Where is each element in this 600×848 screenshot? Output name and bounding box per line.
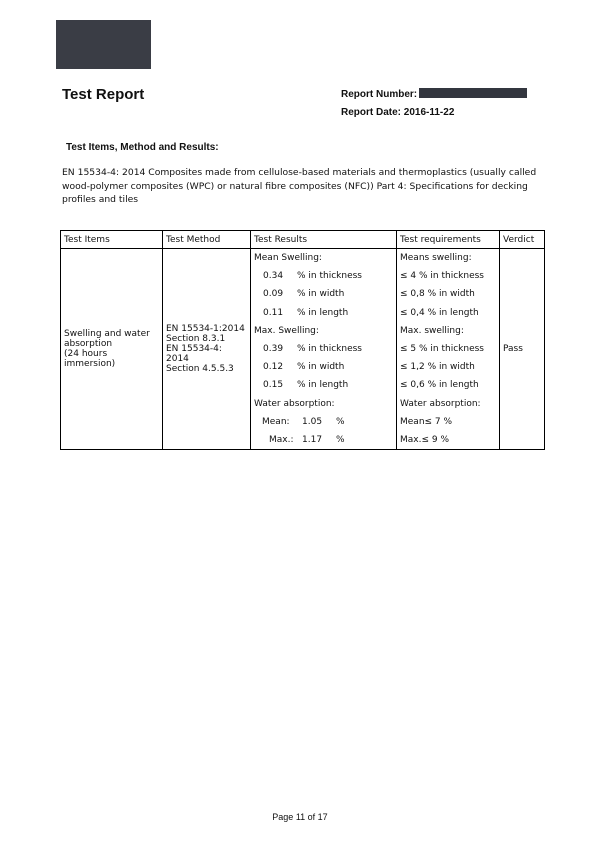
result-line: Max.: 1.17 % xyxy=(269,434,345,445)
test-method-cell xyxy=(163,249,251,450)
col-header-test-requirements: Test requirements xyxy=(397,231,500,249)
result-line: 0.34 % in thickness xyxy=(263,271,362,282)
mean-swelling-label: Mean Swelling: xyxy=(254,253,322,263)
requirement-line: ≤ 5 % in thickness xyxy=(400,343,484,354)
max-swelling-label: Max. Swelling: xyxy=(254,325,319,336)
col-header-test-method: Test Method xyxy=(163,231,251,249)
result-line: 0.12 % in width xyxy=(263,362,345,373)
test-item-line: (24 hours immersion) xyxy=(64,349,116,370)
requirement-line: Max.≤ 9 % xyxy=(400,434,450,445)
results-table xyxy=(60,230,545,450)
requirement-line: ≤ 1,2 % in width xyxy=(400,362,475,373)
page-number: Page 11 of 17 xyxy=(272,812,328,822)
table-row xyxy=(61,249,545,450)
requirement-line: ≤ 0,6 % in length xyxy=(400,380,479,391)
col-header-test-items: Test Items xyxy=(61,231,163,249)
redacted-report-number xyxy=(419,88,527,98)
result-line: 0.39 % in thickness xyxy=(263,343,362,354)
test-method-line: EN 15534-4: 2014 xyxy=(166,344,222,365)
test-item-line: Swelling and water xyxy=(64,329,150,340)
test-item-cell xyxy=(61,249,163,450)
table-header-row xyxy=(61,231,545,249)
result-line: 0.15 % in length xyxy=(263,380,349,391)
requirement-line: Max. swelling: xyxy=(400,325,464,336)
test-item-line: absorption xyxy=(64,339,113,350)
requirement-line: ≤ 0,8 % in width xyxy=(400,289,475,300)
company-logo xyxy=(56,20,151,69)
report-date: Report Date: 2016-11-22 xyxy=(341,107,455,118)
page-title: Test Report xyxy=(62,86,145,103)
result-line: 0.11 % in length xyxy=(263,307,349,318)
result-line: Mean: 1.05 % xyxy=(262,416,345,427)
requirement-line: Mean≤ 7 % xyxy=(400,416,453,427)
requirement-line: Water absorption: xyxy=(400,398,481,409)
test-results-cell xyxy=(251,249,397,450)
test-method-line: Section 4.5.5.3 xyxy=(166,364,234,375)
col-header-test-results: Test Results xyxy=(251,231,397,249)
verdict-cell: Pass xyxy=(500,249,545,450)
requirement-line: ≤ 4 % in thickness xyxy=(400,271,484,282)
report-number xyxy=(341,88,527,100)
test-method-line: EN 15534-1:2014 xyxy=(166,324,245,335)
report-number-label: Report Number: xyxy=(341,89,418,100)
section-title: Test Items, Method and Results: xyxy=(66,142,219,153)
result-line: 0.09 % in width xyxy=(263,289,345,300)
requirement-line: Means swelling: xyxy=(400,253,472,263)
water-absorption-label: Water absorption: xyxy=(254,398,335,409)
requirement-line: ≤ 0,4 % in length xyxy=(400,307,479,318)
test-requirements-cell xyxy=(397,249,500,450)
test-method-line: Section 8.3.1 xyxy=(166,334,226,345)
standard-description: EN 15534-4: 2014 Composites made from cellulose-based materials and thermoplastics (usually called wood-polymer composites (WPC) or natural fibre composites (NFC)) Part 4: Specifications for decking profiles and tiles xyxy=(62,167,537,206)
col-header-verdict: Verdict xyxy=(500,231,545,249)
